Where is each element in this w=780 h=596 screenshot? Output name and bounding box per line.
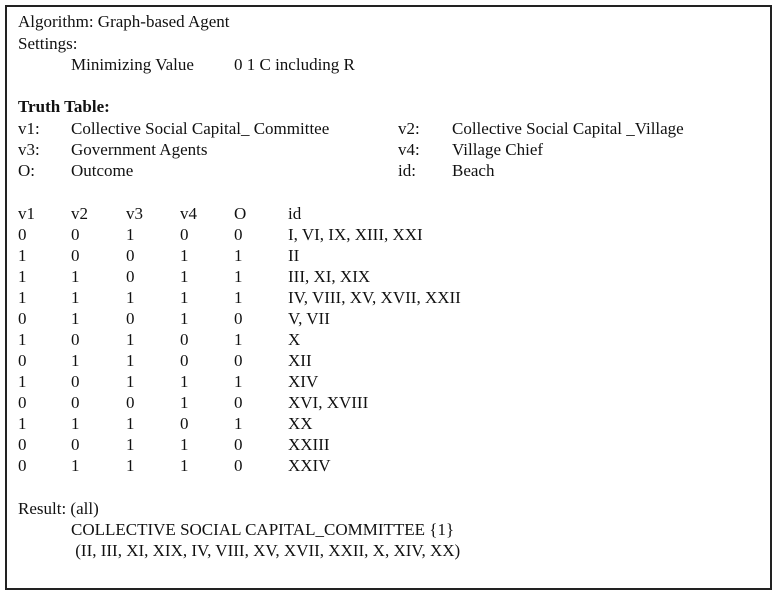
table-row: [0, 435, 770, 456]
table-cell: 0: [234, 393, 243, 412]
variable-key: v3:: [18, 140, 40, 159]
table-cell: IV, VIII, XV, XVII, XXII: [288, 288, 461, 307]
variable-desc: Outcome: [71, 161, 134, 180]
table-cell: 0: [18, 435, 27, 454]
table-cell: 0: [71, 225, 80, 244]
table-cell: 1: [126, 330, 135, 349]
table-cell: 1: [18, 267, 27, 286]
variable-key: v4:: [398, 140, 420, 159]
table-row: [0, 351, 770, 372]
table-cell: X: [288, 330, 301, 349]
result-label: Result: (all): [18, 499, 99, 518]
table-row: [0, 372, 770, 393]
column-header: O: [234, 204, 247, 223]
table-cell: 1: [234, 330, 243, 349]
variable-key: id:: [398, 161, 416, 180]
table-cell: 0: [71, 435, 80, 454]
table-cell: 1: [180, 246, 189, 265]
table-header: [0, 204, 770, 225]
table-cell: V, VII: [288, 309, 330, 328]
table-cell: 1: [180, 267, 189, 286]
table-cell: III, XI, XIX: [288, 267, 371, 286]
column-header: v4: [180, 204, 197, 223]
table-cell: 0: [234, 225, 243, 244]
variable-key: v2:: [398, 119, 420, 138]
table-cell: 1: [234, 414, 243, 433]
table-row: [0, 225, 770, 246]
table-cell: 0: [18, 393, 27, 412]
table-cell: 1: [71, 414, 80, 433]
table-cell: 1: [234, 246, 243, 265]
table-cell: 0: [180, 330, 189, 349]
table-row: [0, 288, 770, 309]
table-cell: 1: [180, 393, 189, 412]
table-cell: 1: [18, 330, 27, 349]
table-cell: XXIII: [288, 435, 330, 454]
table-cell: 0: [71, 330, 80, 349]
table-cell: 0: [18, 351, 27, 370]
column-header: id: [288, 204, 302, 223]
table-cell: 1: [18, 246, 27, 265]
algorithm-line: Algorithm: Graph-based Agent: [18, 12, 230, 31]
table-cell: 1: [180, 288, 189, 307]
table-cell: XX: [288, 414, 313, 433]
table-cell: 1: [126, 414, 135, 433]
table-cell: XIV: [288, 372, 319, 391]
table-cell: 1: [126, 456, 135, 475]
table-row: [0, 456, 770, 477]
table-cell: 1: [126, 225, 135, 244]
variable-desc: Government Agents: [71, 140, 208, 159]
truth-table-title: Truth Table:: [18, 97, 110, 116]
table-row: [0, 267, 770, 288]
table-cell: 0: [126, 393, 135, 412]
result-formula: COLLECTIVE SOCIAL CAPITAL_COMMITTEE {1}: [71, 520, 455, 539]
table-cell: II: [288, 246, 300, 265]
table-cell: 1: [18, 372, 27, 391]
table-cell: XII: [288, 351, 312, 370]
table-cell: 1: [71, 309, 80, 328]
table-cell: 0: [126, 309, 135, 328]
table-cell: 1: [18, 288, 27, 307]
settings-label: Settings:: [18, 34, 78, 53]
table-cell: 1: [180, 435, 189, 454]
table-row: [0, 393, 770, 414]
table-cell: 0: [71, 393, 80, 412]
table-cell: 1: [18, 414, 27, 433]
variable-desc: Beach: [452, 161, 495, 180]
variable-desc: Village Chief: [452, 140, 544, 159]
table-row: [0, 309, 770, 330]
table-cell: 0: [234, 351, 243, 370]
table-cell: 0: [18, 225, 27, 244]
table-cell: 1: [234, 372, 243, 391]
table-cell: 0: [126, 267, 135, 286]
table-cell: 0: [71, 372, 80, 391]
table-cell: 0: [234, 456, 243, 475]
column-header: v1: [18, 204, 35, 223]
table-cell: 1: [180, 456, 189, 475]
table-cell: 1: [126, 288, 135, 307]
table-cell: 1: [234, 267, 243, 286]
table-cell: 0: [180, 351, 189, 370]
table-cell: XXIV: [288, 456, 331, 475]
table-cell: 1: [180, 309, 189, 328]
table-cell: 0: [126, 246, 135, 265]
variable-key: v1:: [18, 119, 40, 138]
table-cell: 0: [71, 246, 80, 265]
table-cell: 1: [180, 372, 189, 391]
table-cell: 1: [71, 267, 80, 286]
table-row: [0, 246, 770, 267]
table-cell: 0: [180, 414, 189, 433]
table-cell: 1: [234, 288, 243, 307]
minimizing-label: Minimizing Value: [71, 55, 194, 74]
variable-desc: Collective Social Capital _Village: [452, 119, 684, 138]
table-cell: 1: [71, 456, 80, 475]
table-cell: 1: [71, 351, 80, 370]
table-cell: 1: [126, 372, 135, 391]
table-cell: 1: [126, 351, 135, 370]
minimizing-value: 0 1 C including R: [234, 55, 355, 74]
table-cell: I, VI, IX, XIII, XXI: [288, 225, 423, 244]
column-header: v2: [71, 204, 88, 223]
table-cell: 0: [18, 309, 27, 328]
table-cell: 0: [234, 435, 243, 454]
table-cell: XVI, XVIII: [288, 393, 369, 412]
result-cases: (II, III, XI, XIX, IV, VIII, XV, XVII, XXII, X, XIV, XX): [71, 541, 461, 560]
variable-key: O:: [18, 161, 35, 180]
column-header: v3: [126, 204, 143, 223]
table-cell: 1: [71, 288, 80, 307]
table-cell: 0: [180, 225, 189, 244]
table-cell: 1: [126, 435, 135, 454]
table-row: [0, 414, 770, 435]
table-cell: 0: [234, 309, 243, 328]
table-row: [0, 330, 770, 351]
table-cell: 0: [18, 456, 27, 475]
variable-desc: Collective Social Capital_ Committee: [71, 119, 330, 138]
